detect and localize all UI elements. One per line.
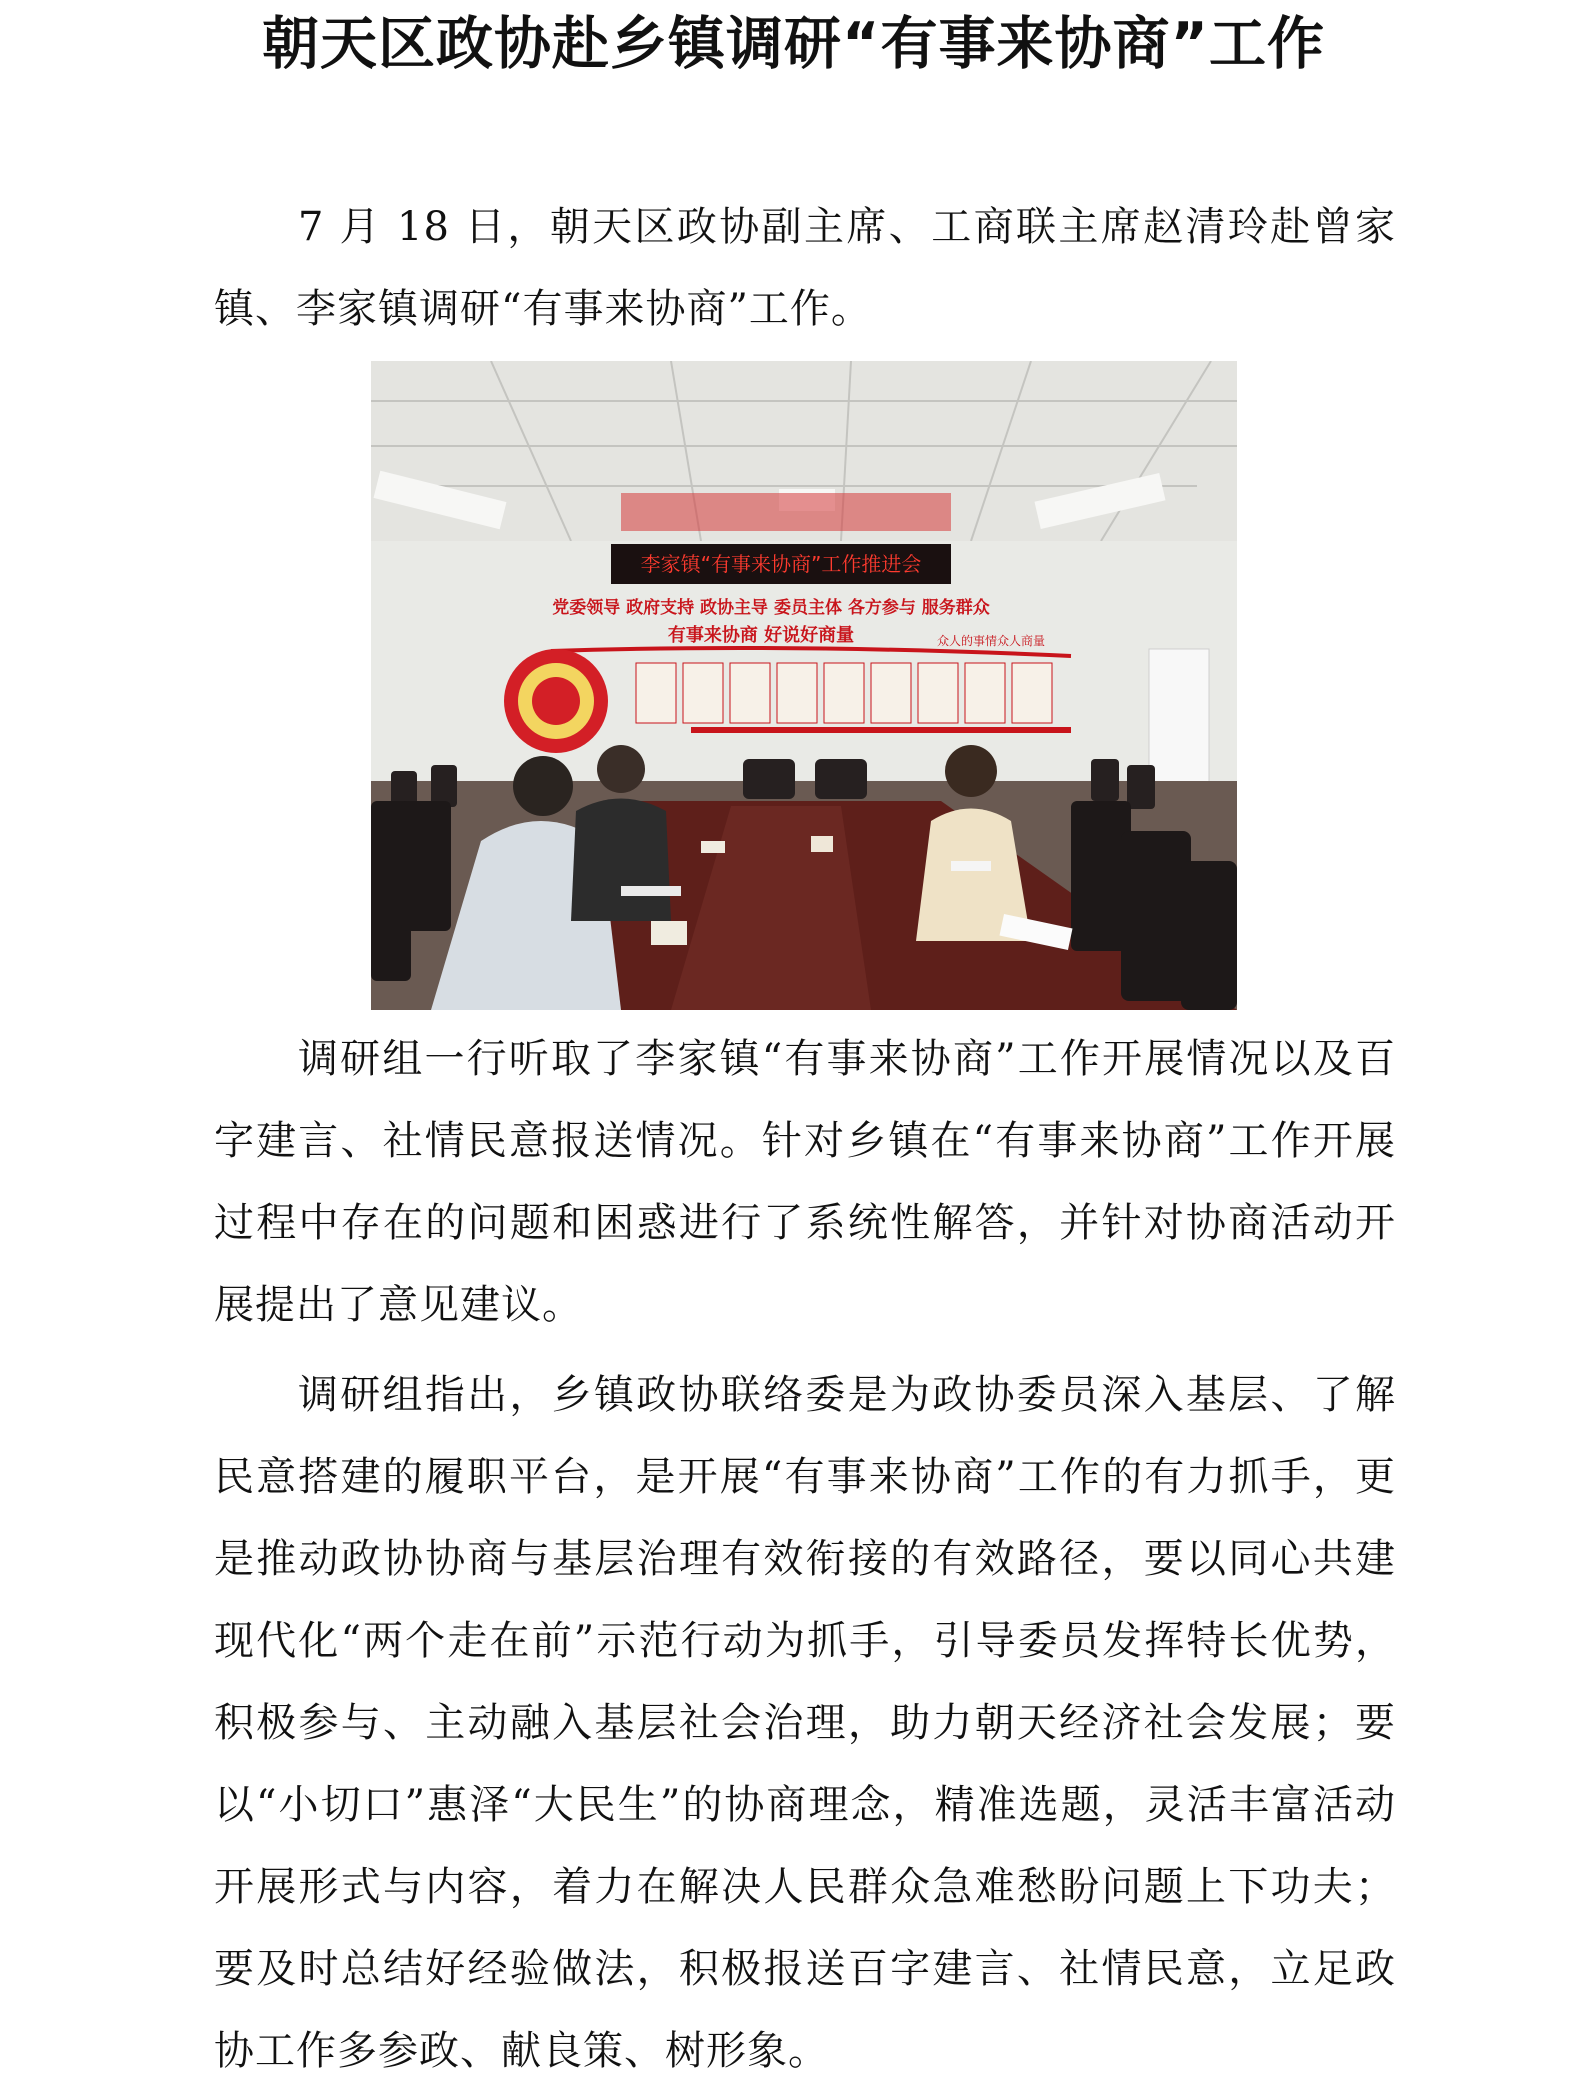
paragraph-1: 7 月 18 日，朝天区政协副主席、工商联主席赵清玲赴曾家镇、李家镇调研“有事来协商”工作。 <box>214 204 1396 332</box>
wall-slogan: 党委领导 政府支持 政协主导 委员主体 各方参与 服务群众 <box>552 598 990 618</box>
led-banner-text: 李家镇“有事来协商”工作推进会 <box>640 552 922 576</box>
wall-motto-right: 众人的事情众人商量 <box>936 634 1046 648</box>
paragraph-2: 调研组一行听取了李家镇“有事来协商”工作开展情况以及百字建言、社情民意报送情况。针对乡镇在“有事来协商”工作开展过程中存在的问题和困惑进行了系统性解答，并针对协商活动开展提出了意见建议。 <box>214 1036 1396 1328</box>
paragraph-3: 调研组指出，乡镇政协联络委是为政协委员深入基层、了解民意搭建的履职平台，是开展“有事来协商”工作的有力抓手，更是推动政协协商与基层治理有效衔接的有效路径，要以同心共建现代化“两个走在前”示范行动为抓手，引导委员发挥特长优势，积极参与、主动融入基层社会治理，助力朝天经济社会发展；要以“小切口”惠泽“大民生”的协商理念，精准选题，灵活丰富活动开展形式与内容，着力在解决人民群众急难愁盼问题上下功夫；要及时总结好经验做法，积极报送百字建言、社情民意，立足政协工作多参政、献良策、树形象。 <box>214 1372 1396 2074</box>
meeting-photo <box>371 361 1237 1010</box>
article-title: 朝天区政协赴乡镇调研“有事来协商”工作 <box>262 11 1325 77</box>
wall-motto-left: 有事来协商 好说好商量 <box>667 625 855 646</box>
